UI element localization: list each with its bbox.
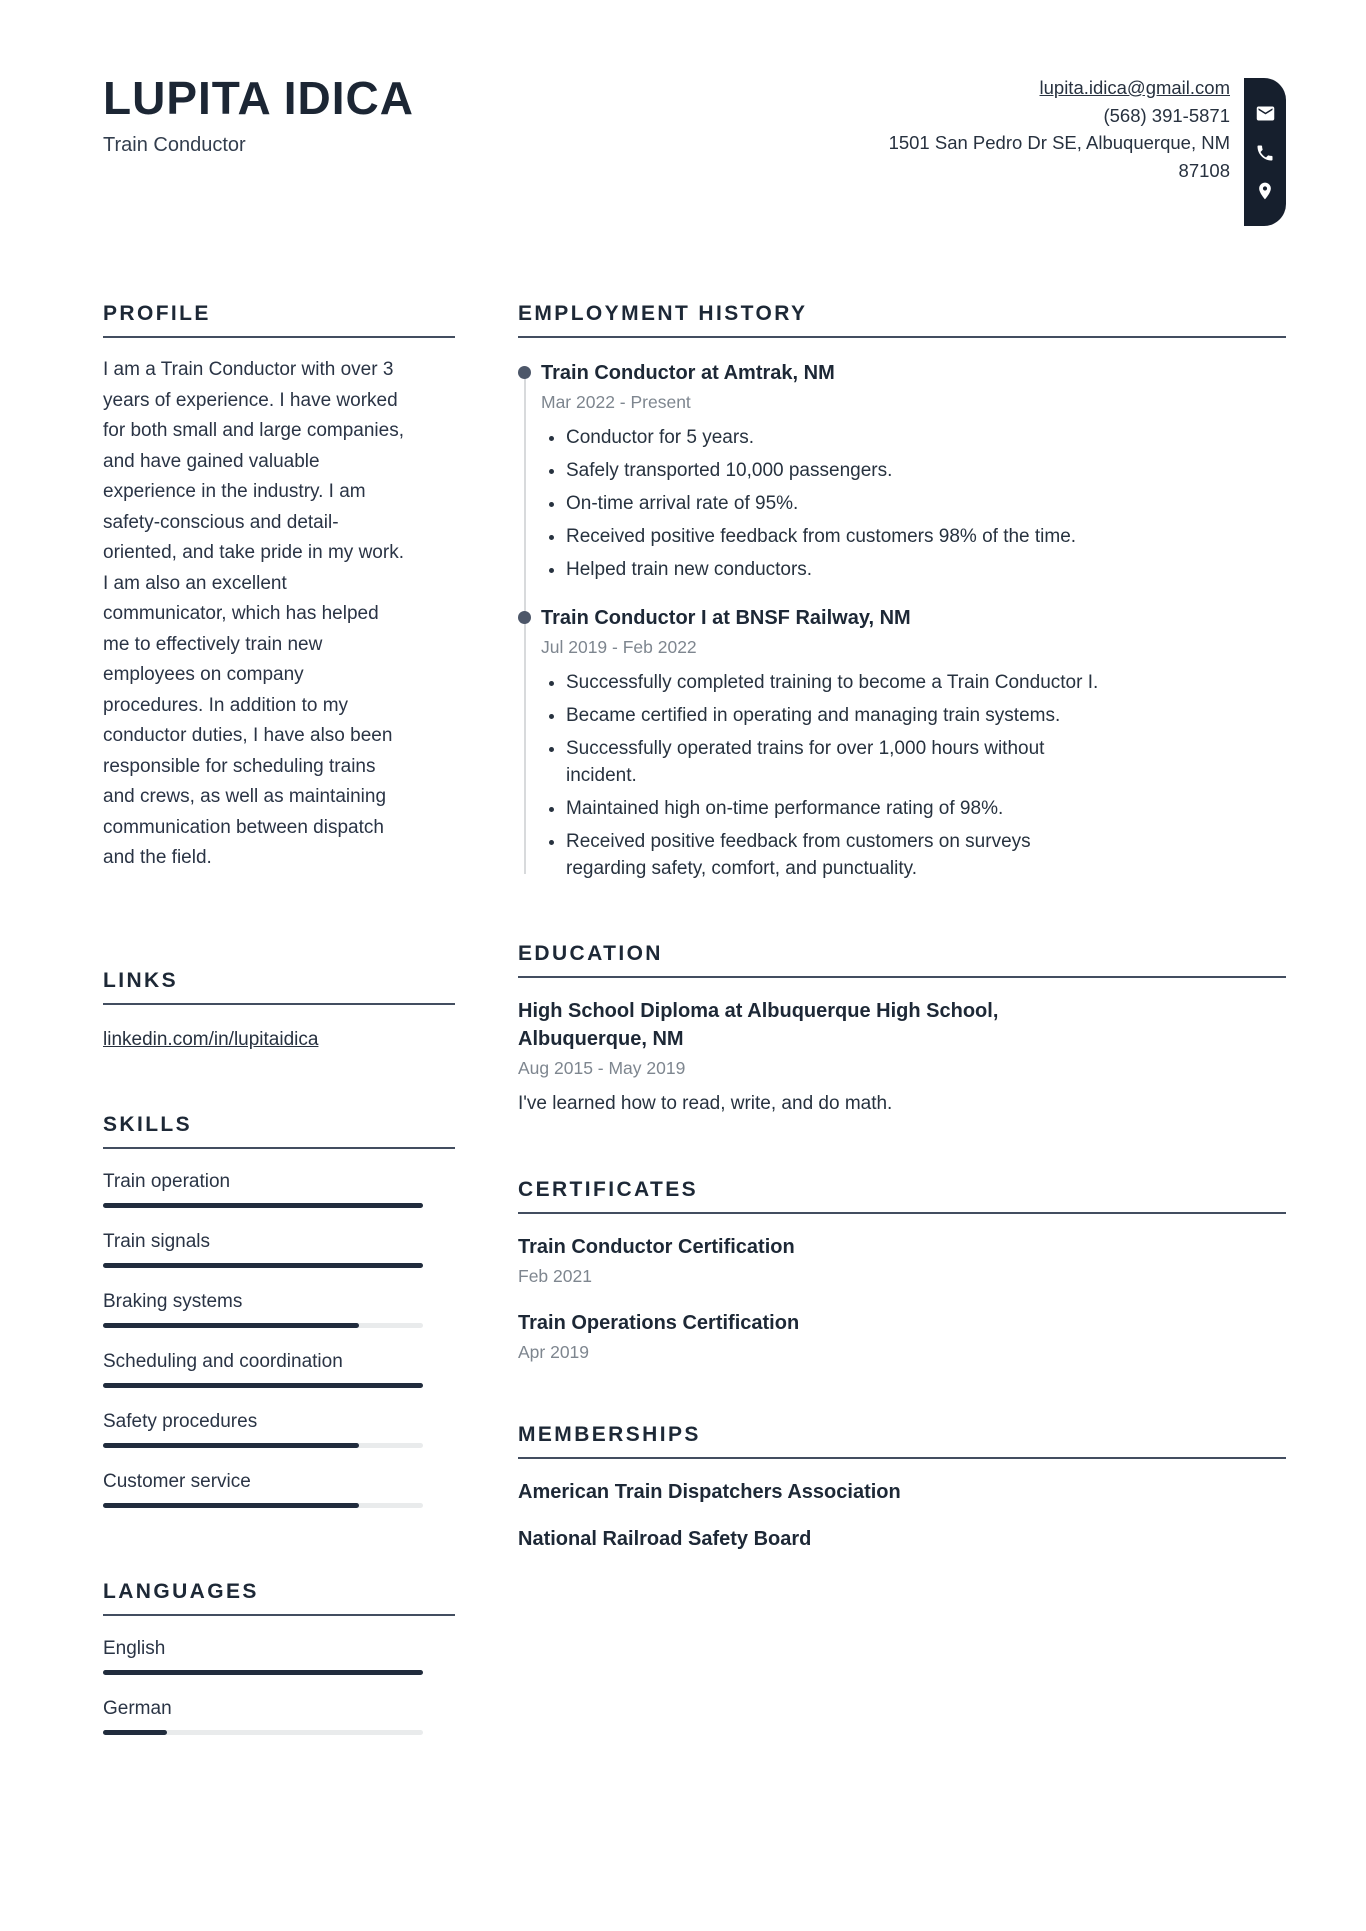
- certificates-heading: CERTIFICATES: [518, 1178, 1286, 1214]
- job-bullets: [541, 424, 1111, 583]
- employment-timeline: [518, 359, 1286, 882]
- skill-bar-track: [103, 1443, 423, 1448]
- job-entry: [518, 359, 1286, 583]
- email-link[interactable]: lupita.idica@gmail.com: [1039, 77, 1230, 98]
- contact-address-line1: 1501 San Pedro Dr SE, Albuquerque, NM: [888, 132, 1230, 153]
- language-bar-fill: [103, 1730, 167, 1735]
- job-bullet: • Maintained high on-time performance rating of 98%.: [566, 795, 1111, 822]
- education-title: High School Diploma at Albuquerque High School, Albuquerque, NM: [518, 1000, 999, 1050]
- skill-label: Train operation: [103, 1170, 231, 1192]
- education-description: I've learned how to read, write, and do math.: [518, 1093, 893, 1114]
- certificate-item: [518, 1309, 1286, 1363]
- skill-bar-track: [103, 1503, 423, 1508]
- linkedin-link[interactable]: linkedin.com/in/lupitaidica: [103, 1028, 319, 1050]
- job-bullet: • Successfully completed training to become a Train Conductor I.: [566, 669, 1111, 696]
- skill-bar-track: [103, 1323, 423, 1328]
- membership-title: National Railroad Safety Board: [518, 1528, 812, 1550]
- skill-bar-fill: [103, 1323, 359, 1328]
- skill-bar-fill: [103, 1203, 423, 1208]
- contact-lines: [889, 74, 1230, 184]
- language-item: [103, 1638, 455, 1675]
- skill-bar-fill: [103, 1383, 423, 1388]
- links-section: [103, 969, 455, 1051]
- phone-icon: [1255, 143, 1275, 163]
- identity-block: [103, 72, 414, 157]
- job-entry: [518, 604, 1286, 882]
- contact-phone: (568) 391-5871: [1103, 104, 1230, 126]
- membership-item: [518, 1478, 1286, 1506]
- contact-icon-bar: [1244, 78, 1286, 226]
- job-bullets: [541, 669, 1111, 882]
- candidate-job-title: Train Conductor: [103, 133, 246, 156]
- job-bullet: • Successfully operated trains for over 1,000 hours without incident.: [566, 735, 1111, 789]
- job-bullet: • Safely transported 10,000 passengers.: [566, 457, 1111, 484]
- job-bullet: • On-time arrival rate of 95%.: [566, 490, 1111, 517]
- links-list: [103, 1029, 455, 1051]
- skills-heading: SKILLS: [103, 1113, 455, 1149]
- skill-label: Safety procedures: [103, 1410, 258, 1432]
- education-heading: EDUCATION: [518, 942, 1286, 978]
- education-section: [518, 942, 1286, 1118]
- employment-section: [518, 302, 1286, 882]
- main-column: [518, 302, 1286, 1758]
- certificate-title: Train Operations Certification: [518, 1312, 800, 1334]
- links-heading: LINKS: [103, 969, 455, 1005]
- languages-section: [103, 1580, 455, 1735]
- membership-title: American Train Dispatchers Association: [518, 1481, 901, 1503]
- contact-block: [889, 72, 1286, 226]
- certificate-title: Train Conductor Certification: [518, 1236, 795, 1258]
- contact-address-line2: 87108: [1178, 159, 1230, 181]
- contact-email-row: [889, 74, 1230, 102]
- language-item: [103, 1698, 455, 1735]
- language-label: German: [103, 1697, 172, 1719]
- certificate-dates: Feb 2021: [518, 1266, 592, 1286]
- job-title: Train Conductor at Amtrak, NM: [541, 362, 835, 384]
- mail-icon: [1255, 103, 1276, 124]
- sidebar: [103, 302, 455, 1758]
- skill-bar-track: [103, 1383, 423, 1388]
- memberships-section: [518, 1423, 1286, 1553]
- skill-item: [103, 1351, 455, 1388]
- skill-item: [103, 1471, 455, 1508]
- skill-label: Customer service: [103, 1470, 251, 1492]
- employment-heading: EMPLOYMENT HISTORY: [518, 302, 1286, 338]
- job-bullet: • Received positive feedback from customers on surveys regarding safety, comfort, and punctuality.: [566, 828, 1111, 882]
- job-bullet: • Became certified in operating and managing train systems.: [566, 702, 1111, 729]
- language-bar-track: [103, 1730, 423, 1735]
- skill-item: [103, 1231, 455, 1268]
- skill-item: [103, 1171, 455, 1208]
- candidate-name: LUPITA IDICA: [103, 72, 414, 124]
- profile-text: I am a Train Conductor with over 3 years of experience. I have worked for both small and large companies, and have gained valuable experience in the industry. I am safety-conscious and detail-oriented, and take pride in my work. I am also an excellent communicator, which has helped me to effectively train new employees on company procedures. In addition to my conductor duties, I have also been responsible for scheduling trains and crews, as well as maintaining communication between dispatch and the field.: [103, 359, 404, 868]
- certificate-dates: Apr 2019: [518, 1342, 590, 1362]
- language-label: English: [103, 1637, 166, 1659]
- skill-bar-track: [103, 1203, 423, 1208]
- profile-heading: PROFILE: [103, 302, 455, 338]
- languages-heading: LANGUAGES: [103, 1580, 455, 1616]
- link-item: [103, 1029, 455, 1051]
- skill-label: Braking systems: [103, 1290, 243, 1312]
- certificates-section: [518, 1178, 1286, 1363]
- language-bar-fill: [103, 1670, 423, 1675]
- memberships-heading: MEMBERSHIPS: [518, 1423, 1286, 1459]
- skill-bar-fill: [103, 1263, 423, 1268]
- certificate-item: [518, 1233, 1286, 1287]
- skills-section: [103, 1113, 455, 1508]
- language-bar-track: [103, 1670, 423, 1675]
- job-bullet: • Helped train new conductors.: [566, 556, 1111, 583]
- membership-item: [518, 1525, 1286, 1553]
- job-title: Train Conductor I at BNSF Railway, NM: [541, 607, 911, 629]
- skill-label: Scheduling and coordination: [103, 1350, 343, 1372]
- skill-item: [103, 1291, 455, 1328]
- skill-item: [103, 1411, 455, 1448]
- skills-list: [103, 1171, 455, 1508]
- job-bullet: • Conductor for 5 years.: [566, 424, 1111, 451]
- job-dates: Jul 2019 - Feb 2022: [541, 637, 697, 657]
- location-pin-icon: [1255, 181, 1275, 201]
- header: [103, 72, 1286, 226]
- job-bullet: • Received positive feedback from customers 98% of the time.: [566, 523, 1111, 550]
- skill-label: Train signals: [103, 1230, 211, 1252]
- education-dates: Aug 2015 - May 2019: [518, 1058, 686, 1078]
- content-columns: [103, 302, 1286, 1758]
- skill-bar-fill: [103, 1503, 359, 1508]
- skill-bar-fill: [103, 1443, 359, 1448]
- profile-section: [103, 302, 455, 874]
- skill-bar-track: [103, 1263, 423, 1268]
- education-item: [518, 997, 1286, 1118]
- languages-list: [103, 1638, 455, 1735]
- job-dates: Mar 2022 - Present: [541, 392, 691, 412]
